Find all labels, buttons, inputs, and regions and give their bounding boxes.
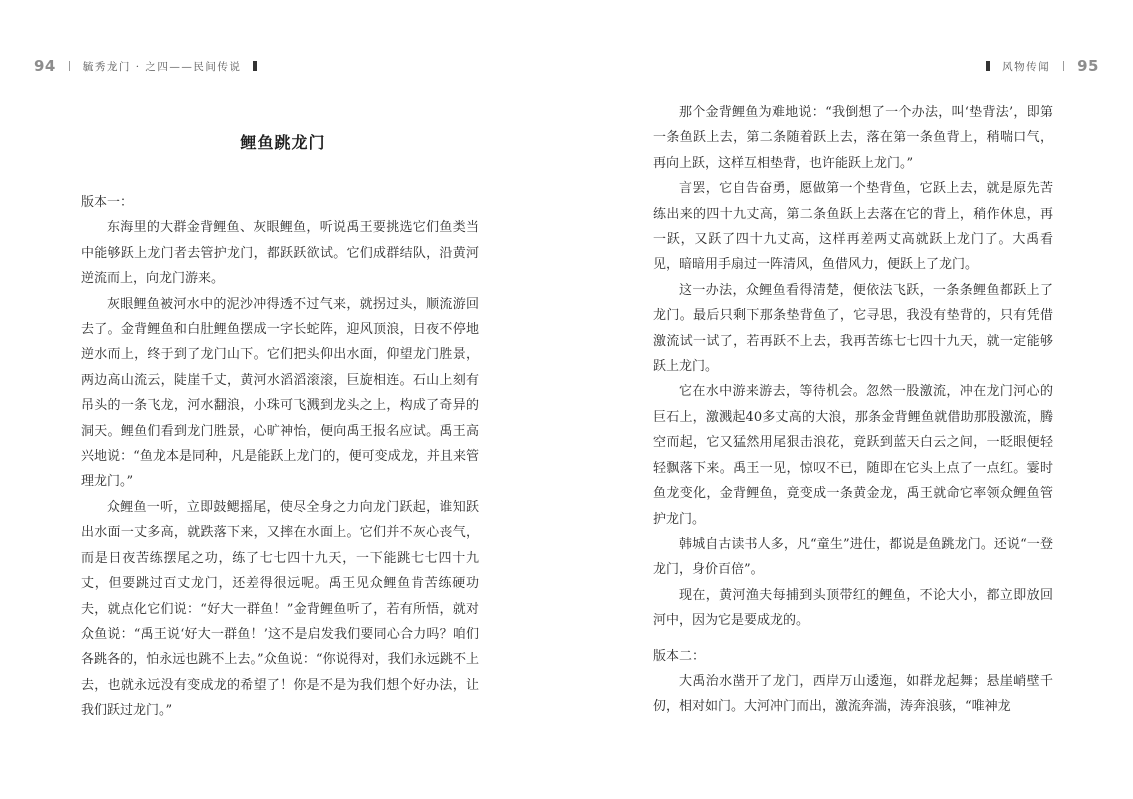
chapter-title: 鲤鱼跳龙门 (240, 133, 326, 152)
running-header-title: 风物传闻 (1002, 60, 1051, 73)
header-divider (1063, 61, 1064, 71)
paragraph: 这一办法，众鲤鱼看得清楚，便依法飞跃，一条条鲤鱼都跃上了龙门。最后只剩下那条垫背鱼了，它寻思，我没有垫背的，只有凭借激流试一试了，若再跃不上去，我再苦练七七四十九天，就一定能够跃上龙门。 (653, 282, 1053, 375)
left-page-body (81, 190, 479, 724)
paragraph: 它在水中游来游去，等待机会。忽然一股激流，冲在龙门河心的巨石上，激溅起40多丈高的大浪，那条金背鲤鱼就借助那股激流，腾空而起，它又猛然用尾狠击浪花，竟跃到蓝天白云之间，一眨眼便轻轻飘落下来。禹王一见，惊叹不已，随即在它头上点了一点红。霎时鱼龙变化，金背鲤鱼，竟变成一条黄金龙，禹王就命它率领众鲤鱼管护龙门。 (653, 384, 1053, 527)
paragraph: 言罢，它自告奋勇，愿做第一个垫背鱼，它跃上去，就是原先苦练出来的四十九丈高，第二条鱼跃上去落在它的背上，稍作休息，再一跃，又跃了四十九丈高，这样再差两丈高就跃上龙门了。大禹看见，暗暗用手扇过一阵清风，鱼借风力，便跃上了龙门。 (653, 181, 1053, 273)
header-marker (986, 61, 990, 71)
paragraph: 众鲤鱼一听，立即鼓鳃摇尾，使尽全身之力向龙门跃起，谁知跃出水面一丈多高，就跌落下来，又摔在水面上。它们并不灰心丧气，而是日夜苦练摆尾之功，练了七七四十九天，一下能跳七七四十九丈，但要跳过百丈龙门，还差得很远呢。禹王见众鲤鱼肯苦练硬功夫，就点化它们说：“好大一群鱼！”金背鲤鱼听了，若有所悟，就对众鱼说：“禹王说‘好大一群鱼！’这不是启发我们要同心合力吗？咱们各跳各的，怕永远也跳不上去。”众鱼说：“你说得对，我们永远跳不上去，也就永远没有变成龙的希望了！你是不是为我们想个好办法，让我们跃过龙门。” (81, 499, 479, 719)
page-number: 94 (34, 57, 56, 75)
header-marker (253, 61, 257, 71)
right-page-body (653, 100, 1053, 720)
paragraph: 灰眼鲤鱼被河水中的泥沙冲得透不过气来，就拐过头，顺流游回去了。金背鲤鱼和白肚鲤鱼摆成一字长蛇阵，迎风顶浪，日夜不停地逆水而上，终于到了龙门山下。它们把头仰出水面，仰望龙门胜景，两边高山流云，陡崖千丈，黄河水滔滔滚滚，巨旋相连。石山上刻有吊头的一条飞龙，河水翻浪，小珠可飞溅到龙头之上，构成了奇异的洞天。鲤鱼们看到龙门胜景，心旷神怡，便向禹王报名应试。禹王高兴地说：“鱼龙本是同种，凡是能跃上龙门的，便可变成龙，并且来管理龙门。” (81, 296, 479, 490)
version-label: 版本一： (81, 195, 134, 210)
header-divider (69, 61, 70, 71)
paragraph: 那个金背鲤鱼为难地说：“我倒想了一个办法，叫‘垫背法’，即第一条鱼跃上去，第二条随着跃上去，落在第一条鱼背上，稍喘口气，再向上跃，这样互相垫背，也许能跃上龙门。” (653, 105, 1053, 171)
left-page (0, 0, 566, 799)
left-page-header (34, 56, 269, 76)
paragraph: 大禹治水凿开了龙门，西岸万山逶迤，如群龙起舞；悬崖峭壁千仞，相对如门。大河冲门而出，激流奔湍，涛奔浪骇，“唯神龙 (653, 673, 1053, 715)
paragraph: 韩城自古读书人多，凡“童生”进仕，都说是鱼跳龙门。还说“一登龙门，身价百倍”。 (653, 536, 1053, 578)
right-page (566, 0, 1133, 799)
version-label: 版本二： (653, 648, 706, 664)
paragraph: 现在，黄河渔夫每捕到头顶带红的鲤鱼，不论大小，都立即放回河中，因为它是要成龙的。 (653, 587, 1053, 629)
running-header-title: 毓秀龙门 · 之四——民间传说 (82, 60, 242, 73)
paragraph: 东海里的大群金背鲤鱼、灰眼鲤鱼，听说禹王要挑选它们鱼类当中能够跃上龙门者去管护龙门，都跃跃欲试。它们成群结队，沿黄河逆流而上，向龙门游来。 (81, 220, 479, 287)
right-page-header (974, 56, 1099, 76)
page-number: 95 (1077, 57, 1099, 75)
